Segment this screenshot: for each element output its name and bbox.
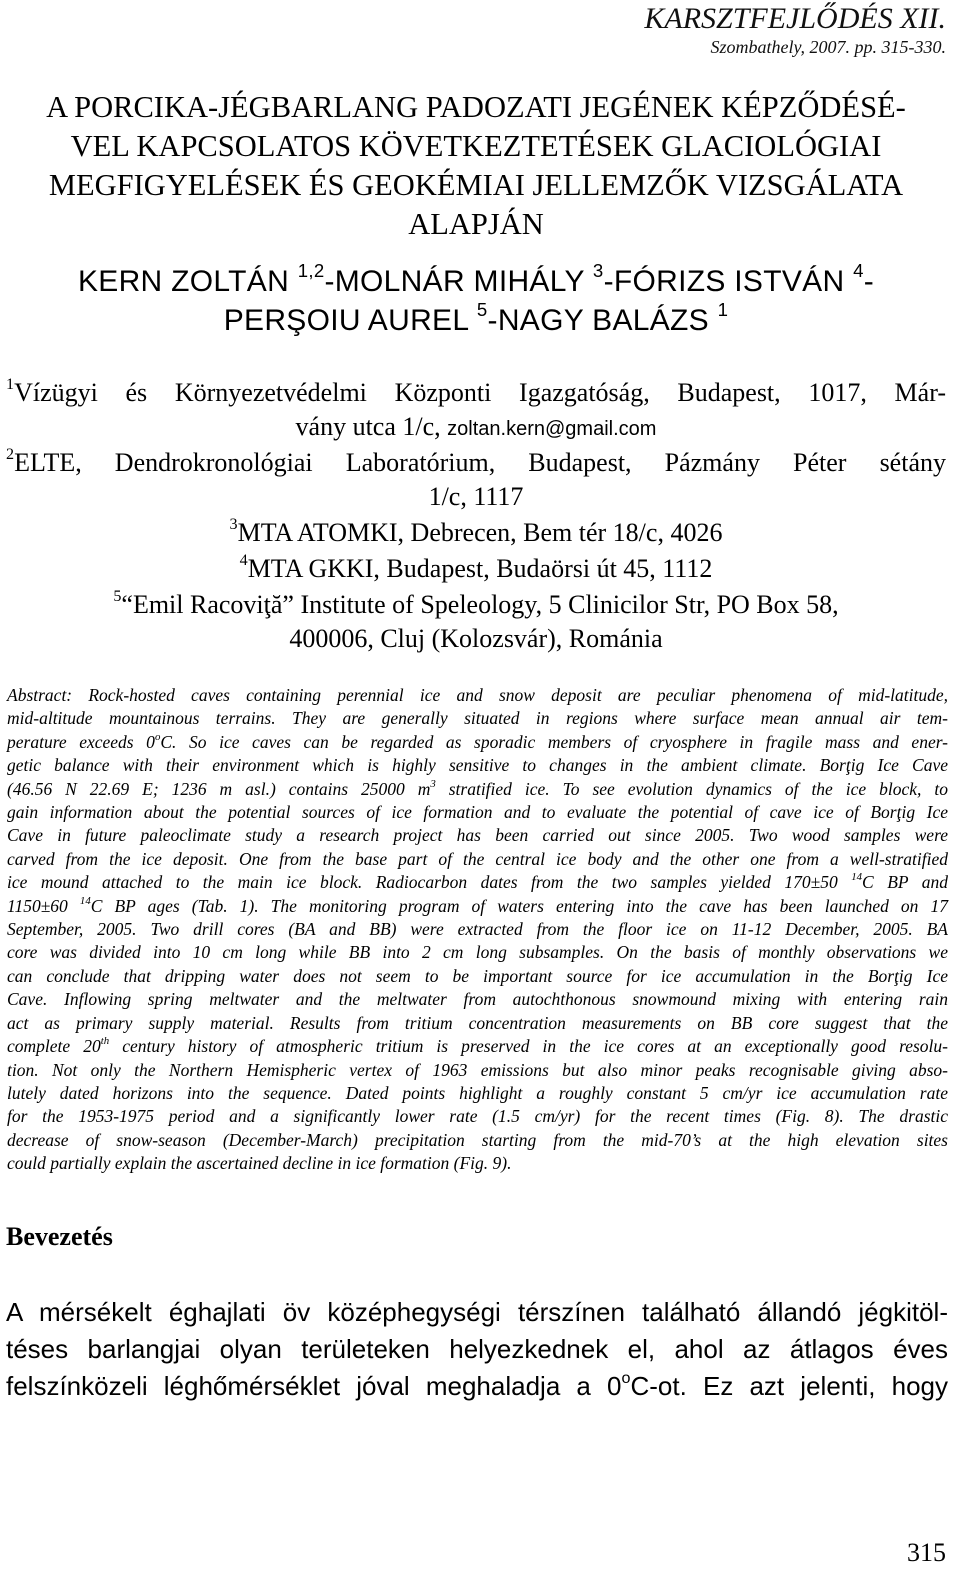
author-line bbox=[6, 301, 946, 340]
abstract-line: could partially explain the ascertained decline in ice formation (Fig. 9). bbox=[7, 1153, 512, 1174]
affiliation-mark: 4 bbox=[239, 551, 248, 569]
abstract-line: core was divided into 10 cm long while BB into 2 cm long subsamples. On the basis of monthly observations we bbox=[7, 942, 948, 963]
affiliation-2 bbox=[6, 446, 946, 514]
affiliation-mark: 1 bbox=[6, 375, 15, 393]
author-affiliation-mark: 1 bbox=[717, 299, 729, 321]
title-line: ALAPJÁN bbox=[408, 207, 544, 241]
abstract-line: Cave in future paleoclimate study a research project has been carried out since 2005. Two wood samples were bbox=[7, 825, 948, 846]
author-list bbox=[6, 262, 946, 340]
affiliation-1 bbox=[6, 376, 946, 446]
title-line: VEL KAPCSOLATOS KÖVETKEZTETÉSEK GLACIOLÓGIAI bbox=[70, 129, 882, 163]
affiliation-5 bbox=[6, 588, 946, 656]
abstract-line: act as primary supply material. Results from tritium concentration measurements on BB core suggest that the bbox=[7, 1012, 948, 1033]
abstract-line: tion. Not only the Northern Hemispheric vertex of 1963 emissions but also minor peaks recognisable giving abso- bbox=[7, 1059, 948, 1080]
body-line: téses barlangjai olyan területeken helyezkednek el, ahol az átlagos éves bbox=[6, 1334, 948, 1364]
author-line bbox=[6, 262, 946, 301]
abstract-line: carved from the ice deposit. One from the base part of the central ice body and the other one from a well-stratified bbox=[7, 848, 948, 869]
abstract-line: can conclude that dripping water does not seem to be important source for ice accumulation in the Borţig Ice bbox=[7, 965, 948, 986]
author-name: -MOLNÁR MIHÁLY bbox=[324, 265, 593, 298]
abstract-line: lutely dated horizons into the sequence. Dated points highlight a roughly constant 5 cm/yr ice accumulation rate bbox=[7, 1082, 948, 1103]
affiliation-mark: 2 bbox=[6, 445, 15, 463]
abstract-line: mid-altitude mountainous terrains. They are generally situated in regions where surface mean annual air tem- bbox=[7, 708, 948, 729]
affiliation-line: $^2$ELTE, Dendrokronológiai Laboratórium, Budapest, Pázmány Péter sétány bbox=[6, 445, 946, 477]
affiliation-line: $^4$MTA GKKI, Budapest, Budaörsi út 45, 1112 bbox=[239, 551, 713, 583]
author-name: PERŞOIU AUREL bbox=[223, 304, 477, 337]
abstract-line: September, 2005. Two drill cores (BA and BB) were extracted from the floor ice on 11-12 December, 2005. BA bbox=[7, 919, 948, 940]
affiliation-line: $^3$MTA ATOMKI, Debrecen, Bem tér 18/c, 4026 bbox=[229, 515, 723, 547]
abstract-line: complete 20th century history of atmospheric tritium is preserved in the ice cores at an exceptionally good resolu- bbox=[7, 1034, 948, 1057]
abstract bbox=[7, 684, 948, 1176]
affiliation-line: 400006, Cluj (Kolozsvár), Románia bbox=[289, 624, 663, 653]
body-paragraph bbox=[6, 1294, 948, 1405]
abstract-line: for the 1953-1975 period and a significantly lower rate (1.5 cm/yr) for the recent times (Fig. 8). The drastic bbox=[7, 1106, 948, 1127]
abstract-line: decrease of snow-season (December-March) precipitation starting from the mid-70’s at the high elevation sites bbox=[7, 1129, 948, 1150]
abstract-line: Abstract: Rock-hosted caves containing perennial ice and snow deposit are peculiar phenomena of mid-latitude, bbox=[7, 685, 948, 705]
email-address: zoltan.kern@gmail.com bbox=[447, 418, 657, 440]
author-affiliation-mark: 4 bbox=[853, 260, 864, 282]
affiliation-mark: 5 bbox=[113, 587, 122, 605]
author-affiliation-mark: 3 bbox=[592, 260, 604, 282]
title-line: MEGFIGYELÉSEK ÉS GEOKÉMIAI JELLEMZŐK VIZSGÁLATA bbox=[48, 168, 904, 202]
journal-header bbox=[644, 2, 946, 58]
abstract-line: gain information about the potential sources of ice formation and to evaluate the potential of cave ice of Borţig Ice bbox=[7, 802, 948, 823]
body-line: felszínközeli léghőmérséklet jóval meghaladja a 0$^o$C-ot. Ez azt jelenti, hogy bbox=[6, 1368, 948, 1401]
abstract-line: (46.56 N 22.69 E; 1236 m asl.) contains 25000 $m^3$ stratified ice. To see evolution dynamics of the ice block, to bbox=[7, 777, 948, 799]
affiliation-line: $^5$“Emil Racoviţă” Institute of Speleology, 5 Clinicilor Str, PO Box 58, bbox=[113, 587, 839, 619]
affiliation-line: $^1$Vízügyi és Környezetvédelmi Központi Igazgatóság, Budapest, 1017, Már- bbox=[6, 375, 946, 407]
affiliation-3 bbox=[6, 516, 946, 550]
journal-name: KARSZTFEJLŐDÉS XII. bbox=[644, 2, 946, 35]
author-name: -NAGY BALÁZS bbox=[487, 304, 718, 337]
author-name: -FÓRIZS ISTVÁN bbox=[603, 265, 854, 298]
author-affiliation-mark: 1,2 bbox=[297, 260, 325, 282]
body-line: A mérsékelt éghajlati öv középhegységi térszínen található állandó jégkitöl- bbox=[6, 1297, 948, 1327]
abstract-line: 1150±60 $^{14}$C BP ages (Tab. 1). The monitoring program of waters entering into the cave has been launched on 17 bbox=[7, 894, 948, 916]
section-heading: Bevezetés bbox=[6, 1222, 113, 1251]
affiliation-line: 1/c, 1117 bbox=[428, 482, 524, 511]
author-separator: - bbox=[863, 265, 875, 298]
paper-title bbox=[6, 88, 946, 244]
abstract-line: Cave. Inflowing spring meltwater and the meltwater from autochthonous snowmound mixing with entering rain bbox=[7, 989, 948, 1010]
title-line: A PORCIKA-JÉGBARLANG PADOZATI JEGÉNEK KÉPZŐDÉSÉ- bbox=[46, 90, 906, 124]
author-name: KERN ZOLTÁN bbox=[77, 265, 298, 298]
affiliation-4 bbox=[6, 552, 946, 586]
abstract-line: perature exceeds 0$^o$C. So ice caves can be regarded as sporadic members of cryosphere in fragile mass and ener- bbox=[7, 730, 948, 752]
affiliation-mark: 3 bbox=[229, 515, 238, 533]
journal-reference: Szombathely, 2007. pp. 315-330. bbox=[710, 37, 946, 57]
affiliation-line: vány utca 1/c, zoltan.kern@gmail.com bbox=[295, 412, 657, 441]
author-affiliation-mark: 5 bbox=[476, 299, 488, 321]
abstract-line: ice mound attached to the main ice block. Radiocarbon dates from the two samples yielded 170±50 $^{14}$C BP and bbox=[7, 871, 948, 893]
abstract-line: getic balance with their environment which is highly sensitive to changes in the ambient climate. Borţig Ice Cave bbox=[7, 755, 948, 776]
page-number: 315 bbox=[907, 1538, 946, 1567]
